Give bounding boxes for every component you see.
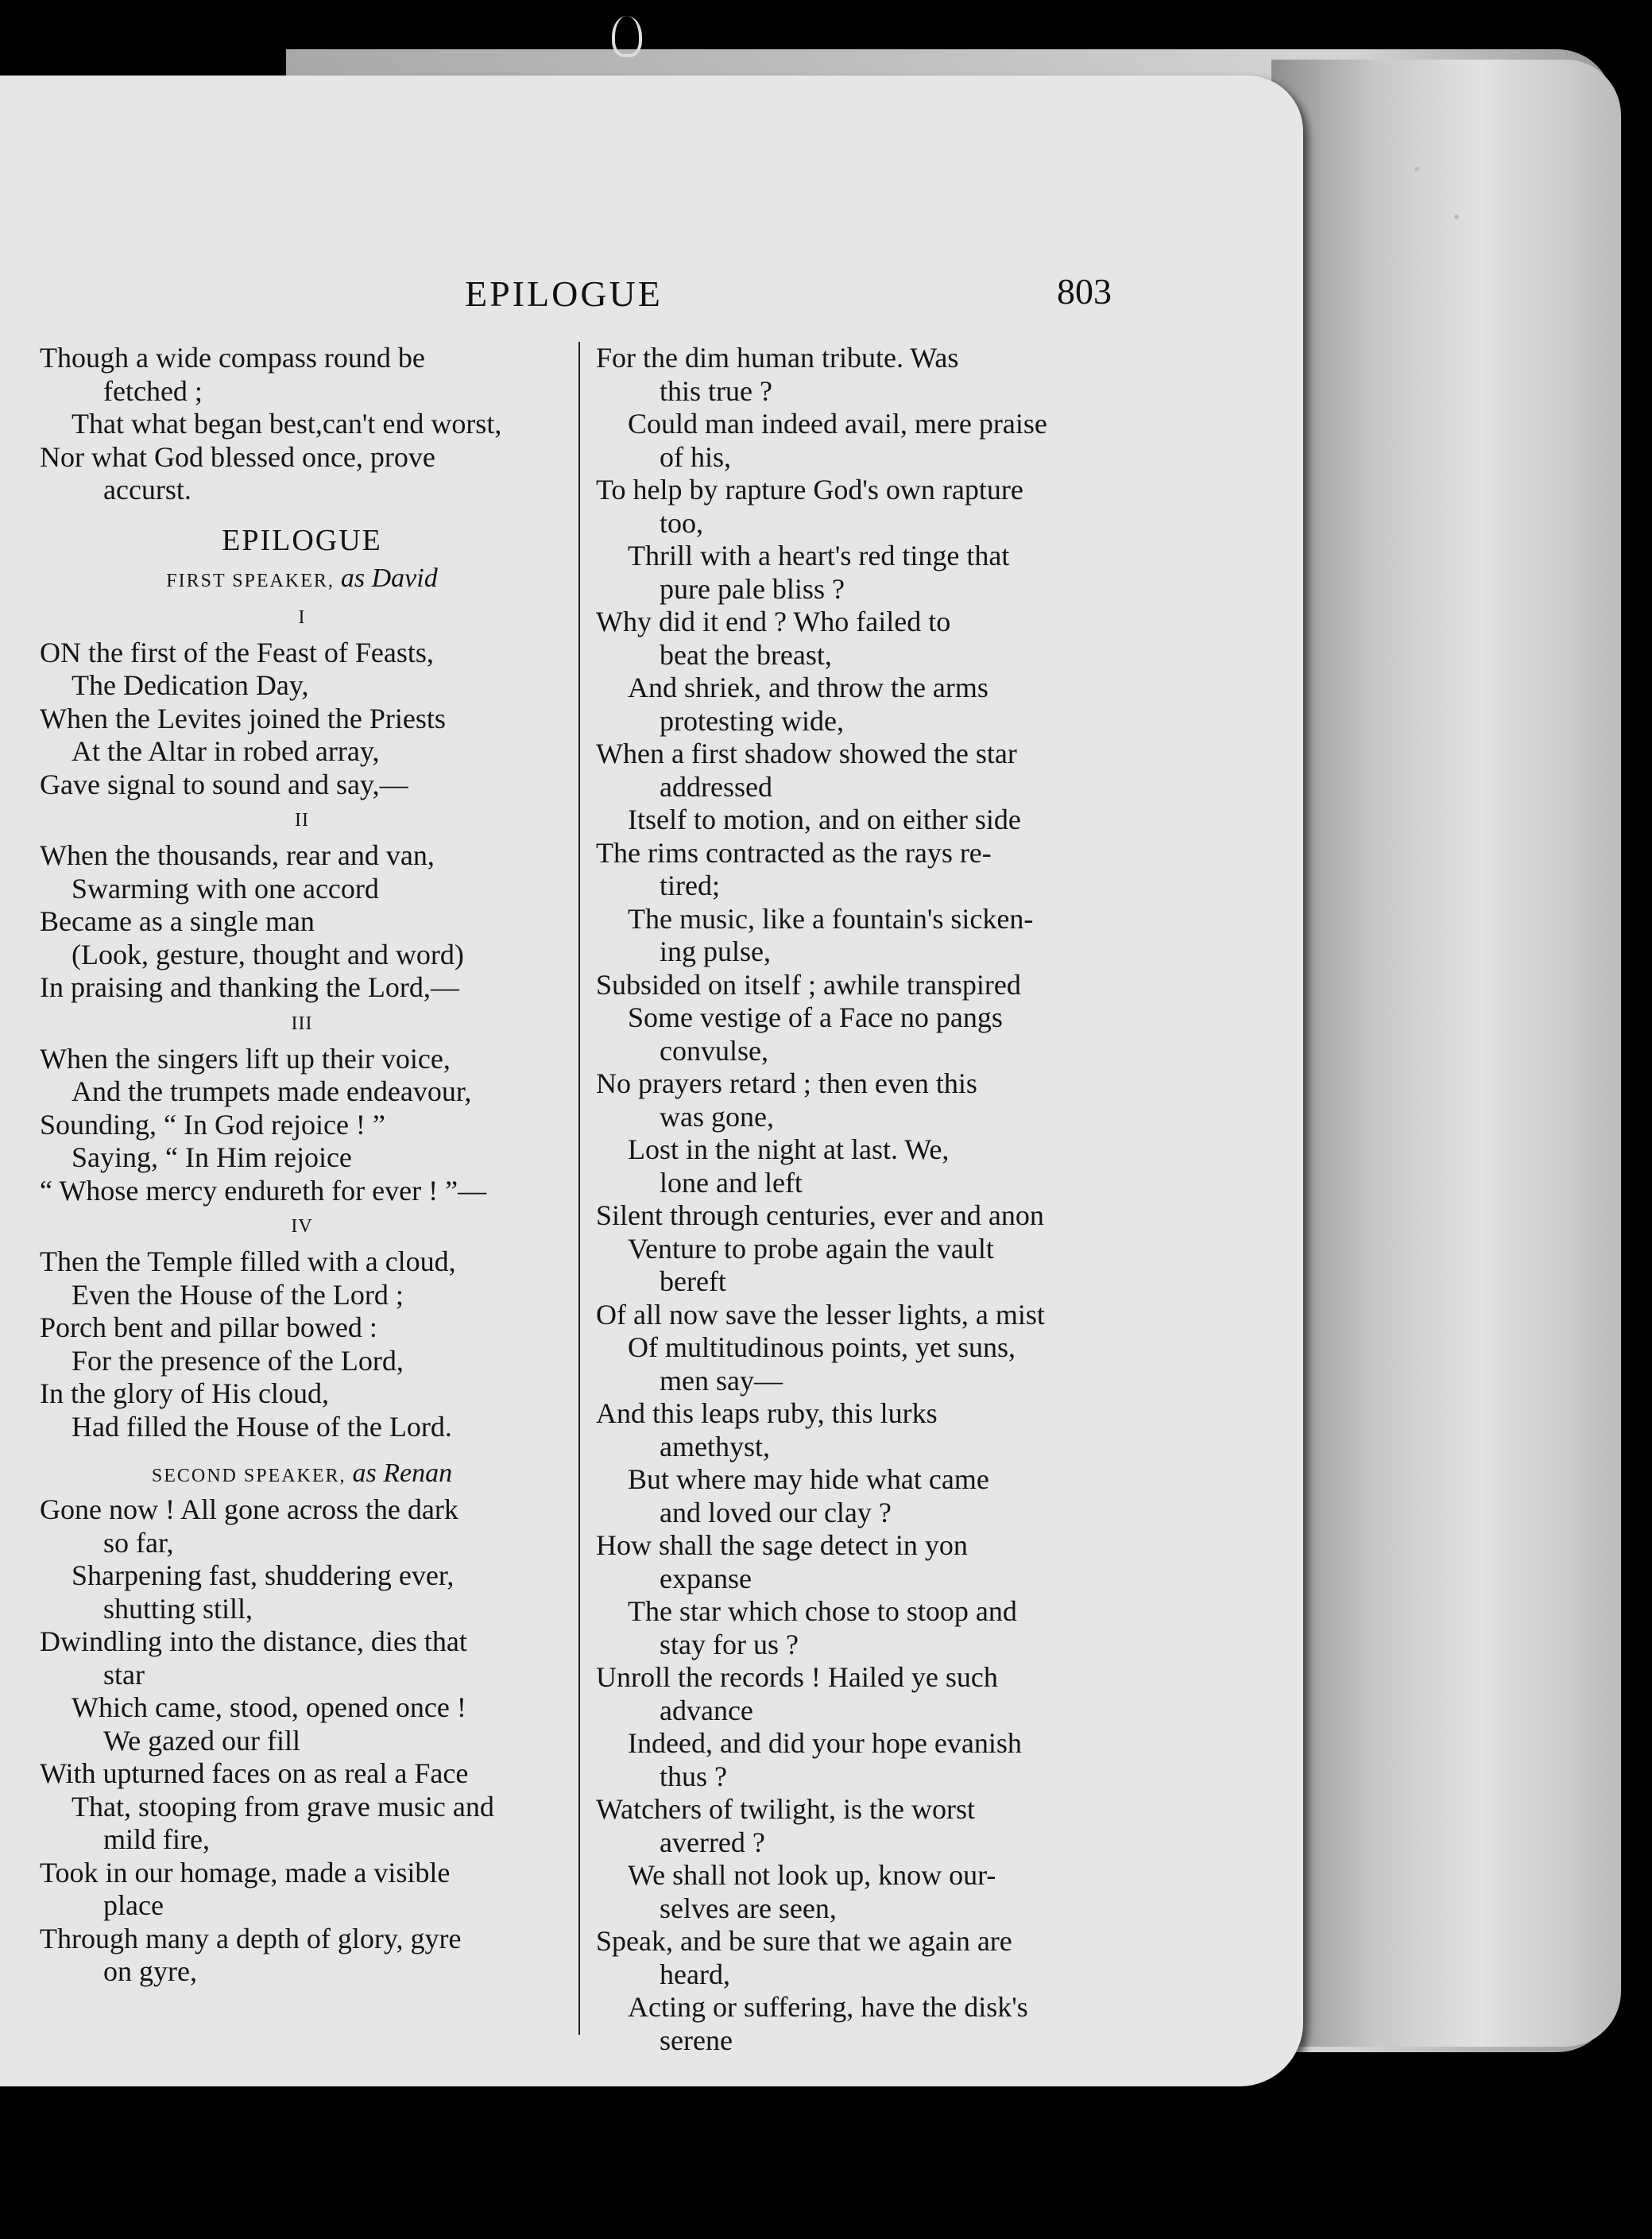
verse-line: Even the House of the Lord ; xyxy=(72,1278,404,1311)
verse-line: Nor what God blessed once, prove xyxy=(40,440,435,473)
verse-line: serene xyxy=(660,2024,733,2056)
verse-line: advance xyxy=(660,1694,753,1726)
verse-line: With upturned faces on as real a Face xyxy=(40,1757,469,1789)
verse-line: Dwindling into the distance, dies that xyxy=(40,1625,467,1657)
verse-line: Why did it end ? Who failed to xyxy=(596,606,951,637)
verse-line: Itself to motion, and on either side xyxy=(628,804,1021,835)
speck xyxy=(1454,215,1459,219)
first-speaker-role: as David xyxy=(340,563,438,593)
book-page xyxy=(0,76,1303,2086)
verse-line: The rims contracted as the rays re- xyxy=(596,836,992,869)
second-speaker-heading xyxy=(40,1456,564,1493)
verse-line: Had filled the House of the Lord. xyxy=(72,1410,452,1443)
second-speaker-role: as Renan xyxy=(352,1458,453,1488)
verse-line: pure pale bliss ? xyxy=(660,572,845,605)
verse-line: Acting or suffering, have the disk's xyxy=(628,1991,1028,2023)
verse-line: ing pulse, xyxy=(660,935,771,967)
verse-line: No prayers retard ; then even this xyxy=(596,1067,977,1099)
verse-line: We gazed our fill xyxy=(103,1724,300,1757)
verse-line: Porch bent and pillar bowed : xyxy=(40,1311,377,1343)
right-lines xyxy=(596,342,1136,2057)
column-rule xyxy=(578,342,580,2035)
verse-line: protesting wide, xyxy=(660,704,844,737)
running-head: EPILOGUE xyxy=(465,273,663,314)
verse-line: That, stooping from grave music and xyxy=(72,1790,494,1823)
spacer xyxy=(40,1443,564,1456)
verse-line: The star which chose to stoop and xyxy=(628,1595,1017,1627)
verse-line: The music, like a fountain's sicken- xyxy=(628,902,1034,935)
verse-line: so far, xyxy=(103,1526,174,1559)
speck xyxy=(1414,167,1419,172)
verse-line: Thrill with a heart's red tinge that xyxy=(628,540,1010,571)
right-column xyxy=(596,342,1136,2057)
verse-line: shutting still, xyxy=(103,1592,253,1625)
verse-line: Of multitudinous points, yet suns, xyxy=(628,1331,1016,1363)
ring-mark xyxy=(612,16,642,57)
verse-line: And this leaps ruby, this lurks xyxy=(596,1397,938,1429)
verse-line: selves are seen, xyxy=(660,1892,837,1924)
verse-line: Took in our homage, made a visible xyxy=(40,1856,451,1888)
stanza-number: III xyxy=(291,1013,313,1034)
verse-line: mild fire, xyxy=(103,1823,210,1855)
verse-line: heard, xyxy=(660,1958,730,1990)
verse-line: was gone, xyxy=(660,1100,774,1133)
stanzas xyxy=(40,598,564,1444)
verse-line: tired; xyxy=(660,870,720,901)
page-stack-edge xyxy=(1271,60,1621,2047)
verse-line: When the thousands, rear and van, xyxy=(40,839,435,871)
verse-line: lone and left xyxy=(660,1166,803,1199)
verse-line: “ Whose mercy endureth for ever ! ”— xyxy=(40,1174,487,1207)
verse-line: In praising and thanking the Lord,— xyxy=(40,971,459,1003)
section-heading: EPILOGUE xyxy=(222,523,382,557)
verse-line: beat the breast, xyxy=(660,638,832,671)
verse-line: Swarming with one accord xyxy=(72,872,379,905)
verse-line: Subsided on itself ; awhile transpired xyxy=(596,968,1021,1001)
verse-line: bereft xyxy=(660,1265,726,1297)
verse-line: ON the first of the Feast of Feasts, xyxy=(40,636,434,668)
page-number: 803 xyxy=(1057,271,1112,312)
verse-line: and loved our clay ? xyxy=(660,1496,892,1528)
verse-line: For the presence of the Lord, xyxy=(72,1344,404,1377)
verse-line: Some vestige of a Face no pangs xyxy=(628,1001,1003,1033)
verse-line: Through many a depth of glory, gyre xyxy=(40,1922,462,1954)
verse-line: Indeed, and did your hope evanish xyxy=(628,1727,1022,1759)
verse-line: Could man indeed avail, mere praise xyxy=(628,408,1047,440)
verse-line: For the dim human tribute. Was xyxy=(596,342,959,374)
stanza-number: II xyxy=(295,810,309,831)
stanza-number: IV xyxy=(291,1216,313,1237)
verse-line: fetched ; xyxy=(103,374,203,407)
verse-line: Lost in the night at last. We, xyxy=(628,1133,950,1165)
left-bottom-lines xyxy=(40,1493,564,1989)
verse-line: averred ? xyxy=(660,1826,765,1858)
verse-line: Gone now ! All gone across the dark xyxy=(40,1493,458,1525)
verse-line: Silent through centuries, ever and anon xyxy=(596,1199,1044,1231)
verse-line: of his, xyxy=(660,440,731,473)
verse-line: this true ? xyxy=(660,374,772,407)
verse-line: Speak, and be sure that we again are xyxy=(596,1925,1012,1957)
verse-line: Of all now save the lesser lights, a mist xyxy=(596,1298,1045,1331)
stanza-number: I xyxy=(298,606,306,628)
verse-line: too, xyxy=(660,506,704,539)
verse-line: Gave signal to sound and say,— xyxy=(40,768,408,800)
verse-line: star xyxy=(103,1658,145,1691)
verse-line: At the Altar in robed array, xyxy=(72,735,380,767)
verse-line: thus ? xyxy=(660,1760,727,1792)
verse-line: We shall not look up, know our- xyxy=(628,1859,996,1891)
verse-line: Watchers of twilight, is the worst xyxy=(596,1793,976,1825)
verse-line: And the trumpets made endeavour, xyxy=(72,1075,472,1107)
verse-line: When a first shadow showed the star xyxy=(596,738,1017,769)
verse-line: Saying, “ In Him rejoice xyxy=(72,1141,352,1173)
verse-line: expanse xyxy=(660,1562,752,1594)
verse-line: Though a wide compass round be xyxy=(40,342,425,374)
verse-line: place xyxy=(103,1889,164,1921)
verse-line: Sounding, “ In God rejoice ! ” xyxy=(40,1108,385,1141)
first-speaker-label: FIRST SPEAKER, xyxy=(166,570,335,591)
verse-line: Became as a single man xyxy=(40,905,315,937)
verse-line: Unroll the records ! Hailed ye such xyxy=(596,1661,998,1693)
verse-line: Sharpening fast, shuddering ever, xyxy=(72,1559,455,1591)
verse-line: men say— xyxy=(660,1364,783,1396)
first-speaker-heading xyxy=(40,561,564,598)
verse-line: But where may hide what came xyxy=(628,1463,989,1495)
verse-line: stay for us ? xyxy=(660,1628,799,1660)
verse-line: When the singers lift up their voice, xyxy=(40,1042,451,1075)
verse-line: convulse, xyxy=(660,1034,768,1067)
verse-line: Venture to probe again the vault xyxy=(628,1232,994,1265)
verse-line: To help by rapture God's own rapture xyxy=(596,474,1023,506)
verse-line: amethyst, xyxy=(660,1430,770,1462)
verse-line: The Dedication Day, xyxy=(72,669,309,701)
left-top-lines xyxy=(40,342,564,507)
verse-line: And shriek, and throw the arms xyxy=(628,672,988,703)
second-speaker-label: SECOND SPEAKER, xyxy=(151,1466,346,1486)
verse-line: When the Levites joined the Priests xyxy=(40,702,446,734)
verse-line: (Look, gesture, thought and word) xyxy=(72,938,464,970)
verse-line: on gyre, xyxy=(103,1955,197,1987)
verse-line: In the glory of His cloud, xyxy=(40,1377,329,1409)
verse-line: Then the Temple filled with a cloud, xyxy=(40,1245,456,1277)
verse-line: That what began best,can't end worst, xyxy=(72,408,502,440)
verse-line: addressed xyxy=(660,770,772,803)
verse-line: Which came, stood, opened once ! xyxy=(72,1691,466,1723)
verse-line: accurst. xyxy=(103,474,192,506)
verse-line: How shall the sage detect in yon xyxy=(596,1529,968,1561)
left-column xyxy=(40,342,564,1989)
